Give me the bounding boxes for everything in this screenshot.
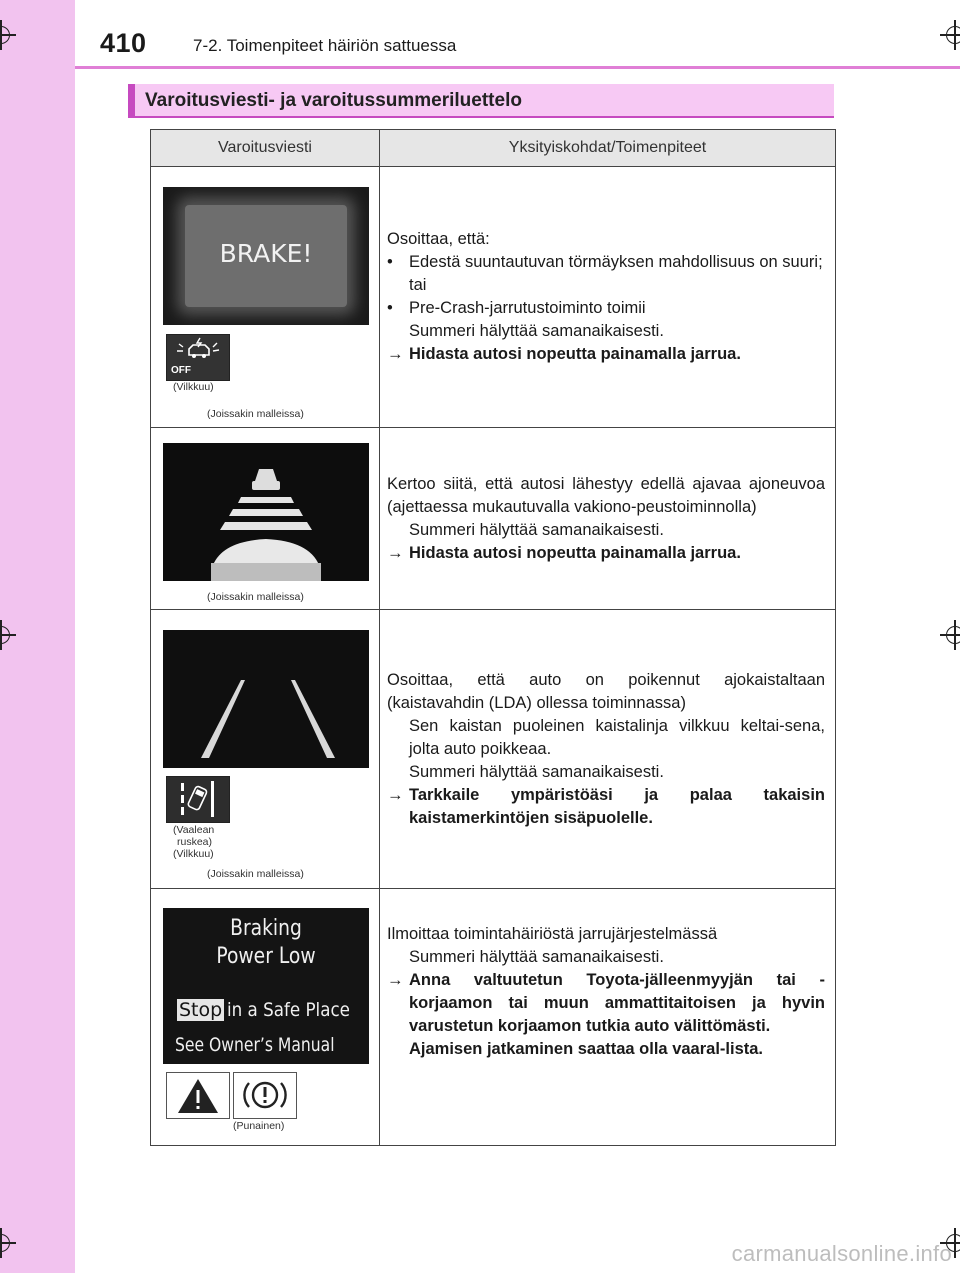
brake-warning-screen: [163, 187, 369, 325]
warning-image-cell: [151, 428, 380, 610]
screen-text: BRAKE!: [219, 239, 313, 268]
warning-image-cell: [151, 610, 380, 889]
registration-mark-icon: [0, 20, 16, 50]
table-row: [151, 889, 836, 1146]
section-title: Varoitusviesti- ja varoitussummeriluettelo: [145, 90, 522, 111]
warning-table: [150, 129, 836, 1146]
screen-text: in a Safe Place: [227, 999, 350, 1021]
table-row: [151, 167, 836, 428]
column-header: Yksityiskohdat/Toimenpiteet: [380, 130, 836, 167]
registration-mark-icon: [940, 620, 960, 650]
screen-text: Power Low: [216, 944, 316, 969]
registration-mark-icon: [940, 20, 960, 50]
action-item: Ajamisen jatkaminen saattaa olla vaaral-lista.: [409, 1040, 764, 1058]
pcs-off-icon: [166, 334, 230, 381]
lane-departure-screen: [163, 630, 369, 768]
section-heading: [128, 84, 834, 118]
details-cell: [380, 428, 836, 610]
icon-label: OFF: [171, 365, 191, 376]
detail-text: Osoittaa, että auto on poikennut ajokaistaltaan (kaistavahdin (LDA) ollessa toiminnassa): [387, 670, 825, 712]
lane-departure-icon: [166, 776, 230, 823]
approach-warning-screen: [163, 443, 369, 581]
registration-mark-icon: [0, 1228, 16, 1258]
bullet-item: • Edestä suuntautuvan törmäyksen mahdollisuus on suuri; tai: [387, 253, 823, 294]
detail-text: Summeri hälyttää samanaikaisesti.: [409, 762, 664, 781]
registration-mark-icon: [0, 620, 16, 650]
chapter-title: 7-2. Toimenpiteet häiriön sattuessa: [193, 36, 457, 55]
model-note: (Joissakin malleissa): [207, 591, 304, 603]
icon-caption: (Vilkkuu): [173, 381, 214, 393]
action-item: → Hidasta autosi nopeutta painamalla jarrua.: [387, 345, 741, 363]
page-number: 410: [100, 28, 147, 58]
model-note: (Joissakin malleissa): [207, 408, 304, 420]
detail-text: Ilmoittaa toimintahäiriöstä jarrujärjestelmässä: [387, 925, 718, 943]
details-cell: [380, 167, 836, 428]
brake-power-low-screen: [163, 908, 369, 1064]
action-item: → Tarkkaile ympäristöäsi ja palaa takaisin kaistamerkintöjen sisäpuolelle.: [387, 785, 825, 827]
icon-caption: (Punainen): [233, 1120, 285, 1132]
table-header-row: [151, 130, 836, 167]
bullet-item: • Pre-Crash-jarrutustoiminto toimii: [387, 299, 646, 317]
table-row: [151, 610, 836, 889]
action-item: → Anna valtuutetun Toyota-jälleenmyyjän tai -korjaamon tai muun ammattitaitoisen ja hyvin varustetun korjaamon tutkia auto välittömästi.: [387, 971, 825, 1035]
model-note: (Joissakin malleissa): [207, 868, 304, 880]
warning-triangle-icon: [166, 1072, 230, 1119]
header-rule: [75, 66, 960, 69]
details-cell: [380, 889, 836, 1146]
detail-text: Osoittaa, että:: [387, 230, 490, 248]
detail-text: Kertoo siitä, että autosi lähestyy edellä ajavaa ajoneuvoa (ajettaessa mukautuvalla vakiono-peustoiminnolla): [387, 474, 825, 516]
table-row: [151, 428, 836, 610]
detail-text: Summeri hälyttää samanaikaisesti.: [409, 520, 664, 539]
warning-image-cell: [151, 889, 380, 1146]
screen-text: See Owner’s Manual: [175, 1034, 335, 1056]
brake-system-icon: [233, 1072, 297, 1119]
watermark: carmanualsonline.info: [731, 1241, 952, 1266]
detail-text: Summeri hälyttää samanaikaisesti.: [409, 948, 664, 966]
screen-text: Braking: [230, 916, 302, 941]
details-cell: [380, 610, 836, 889]
detail-text: Summeri hälyttää samanaikaisesti.: [409, 322, 664, 340]
icon-caption: (Vaalean: [173, 824, 215, 836]
action-item: → Hidasta autosi nopeutta painamalla jarrua.: [387, 543, 741, 562]
warning-image-cell: [151, 167, 380, 428]
detail-text: Sen kaistan puoleinen kaistalinja vilkkuu keltai-sena, jolta auto poikkeaa.: [409, 716, 825, 758]
icon-caption: ruskea): [177, 836, 213, 848]
column-header: Varoitusviesti: [151, 130, 380, 167]
stop-badge: Stop: [179, 999, 223, 1021]
icon-caption: (Vilkkuu): [173, 848, 214, 860]
